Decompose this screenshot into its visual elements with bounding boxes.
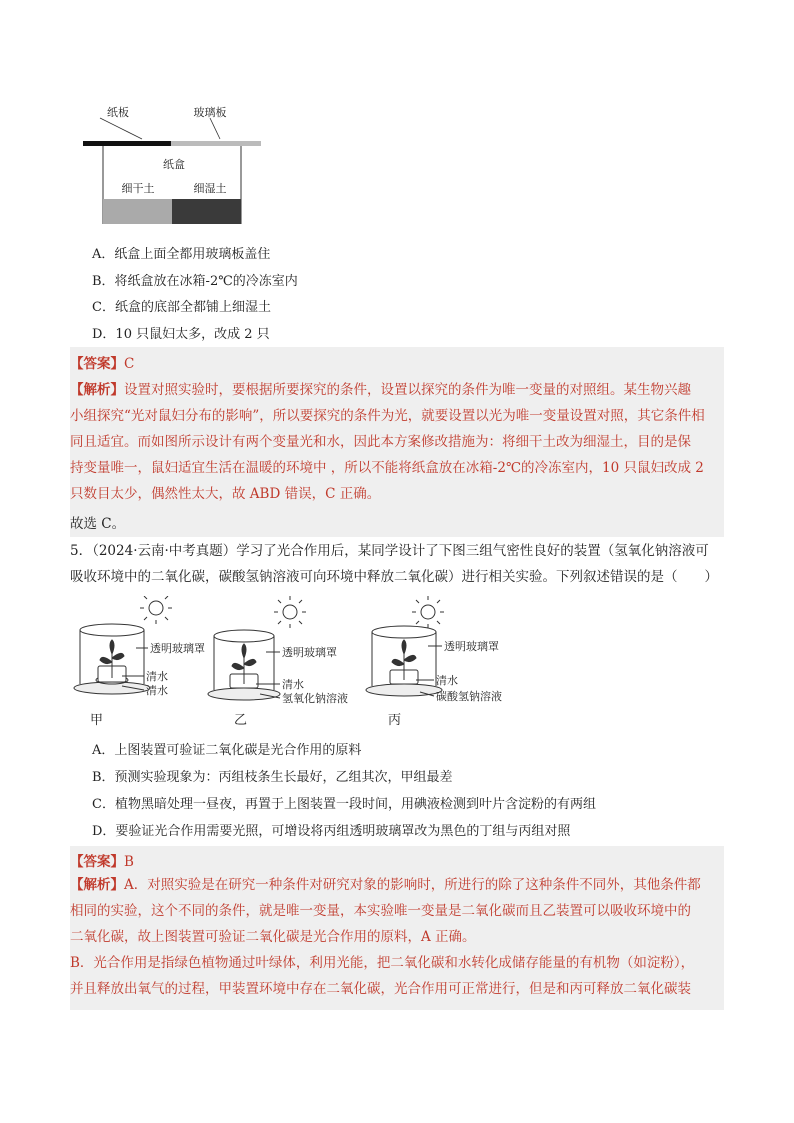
q4-answer: 【答案】C xyxy=(70,356,135,372)
sun-icon xyxy=(412,596,444,628)
group-label-yi: 乙 xyxy=(234,713,248,728)
dry-soil-block xyxy=(103,199,172,224)
wet-soil-block xyxy=(172,199,241,224)
label-water-jia-2: 清水 xyxy=(146,684,168,697)
photosynthesis-setup-diagram xyxy=(70,596,530,732)
q4-option-d: D．10 只鼠妇太多，改成 2 只 xyxy=(92,327,270,342)
label-water-yi: 清水 xyxy=(282,678,304,691)
glass-cover xyxy=(171,141,261,146)
bell-jar-yi xyxy=(208,630,280,700)
q5-option-b: B．预测实验现象为：丙组枝条生长最好，乙组其次，甲组最差 xyxy=(92,770,453,785)
label-box: 纸盒 xyxy=(163,158,185,171)
q4-option-a: A．纸盒上面全都用玻璃板盖住 xyxy=(92,247,271,262)
q4-option-b: B．将纸盒放在冰箱-2℃的冷冻室内 xyxy=(92,274,298,289)
sun-icon xyxy=(140,596,172,624)
label-glass-cover-bing: 透明玻璃罩 xyxy=(444,640,499,653)
label-glass-plate: 玻璃板 xyxy=(193,106,227,119)
q4-analysis-tag: 【解析】 xyxy=(70,382,124,398)
q4-analysis: 【解析】设置对照实验时，要根据所要探究的条件，设置以探究的条件为唯一变量的对照组。某生物兴趣 小组探究“光对鼠妇分布的影响”，所以要探究的条件为光，就要设置以光为唯一变量设置对照，其它条件相 同且适宜。而如图所示设计有两个变量光和水，因此本方案修改措施为：将细干土改为细湿土，目的是保 持变量唯一，鼠妇适宜生活在温暖的环境中 ，所以不能将纸盒放在冰箱-2℃的冷冻室内，10 只鼠妇改成 2 只数目太少，偶然性太大，故 ABD 错误，C 正确。 xyxy=(70,382,705,502)
q5-answer-block xyxy=(70,846,724,1010)
label-glass-cover-yi: 透明玻璃罩 xyxy=(282,646,337,659)
q5-stem: 5．（2024·云南·中考真题）学习了光合作用后，某同学设计了下图三组气密性良好的装置（氢氧化钠溶液可 吸收环境中的二氧化碳，碳酸氢钠溶液可向环境中释放二氧化碳）进行相关实验。下列叙述错误的是（ ） xyxy=(70,543,718,585)
label-cardboard: 纸板 xyxy=(107,106,129,119)
label-glass-cover-jia: 透明玻璃罩 xyxy=(150,642,205,655)
label-water-bing: 清水 xyxy=(436,674,458,687)
q4-option-c: C．纸盒的底部全都铺上细湿土 xyxy=(92,300,271,315)
cardboard-cover xyxy=(83,141,171,146)
q5-analysis: 【解析】A．对照实验是在研究一种条件对研究对象的影响时，所进行的除了这种条件不同外，其他条件都 相同的实验，这个不同的条件，就是唯一变量，本实验唯一变量是二氧化碳而且乙装置可以吸收环境中的 二氧化碳，故上图装置可验证二氧化碳是光合作用的原料，A 正确。 B．光合作用是指绿色植物通过叶绿体，利用光能，把二氧化碳和水转化成储存能量的有机物（如淀粉）， 并且释放出氧气的过程，甲装置环境中存在二氧化碳，光合作用可正常进行，但是和丙可释放二氧化碳装 xyxy=(70,877,701,997)
group-label-bing: 丙 xyxy=(388,713,402,728)
q5-option-d: D．要验证光合作用需要光照，可增设将丙组透明玻璃罩改为黑色的丁组与丙组对照 xyxy=(92,824,571,839)
label-water-jia-1: 清水 xyxy=(146,670,168,683)
q5-analysis-tag: 【解析】 xyxy=(70,877,124,893)
bell-jar-jia xyxy=(74,624,150,694)
group-label-jia: 甲 xyxy=(90,713,104,728)
q4-conclusion: 故选 C。 xyxy=(70,516,126,532)
q5-option-a: A．上图装置可验证二氧化碳是光合作用的原料 xyxy=(92,743,362,758)
q5-option-c: C．植物黑暗处理一昼夜，再置于上图装置一段时间，用碘液检测到叶片含淀粉的有两组 xyxy=(92,797,596,812)
label-naoh: 氢氧化钠溶液 xyxy=(282,692,348,705)
label-dry-soil: 细干土 xyxy=(121,182,155,195)
bell-jar-bing xyxy=(366,626,442,696)
q5-answer: 【答案】B xyxy=(70,854,134,870)
label-wet-soil: 细湿土 xyxy=(193,182,227,195)
q4-answer-block xyxy=(70,347,724,537)
label-nahco3: 碳酸氢钠溶液 xyxy=(436,690,502,703)
cardboard-box-diagram xyxy=(80,100,270,230)
sun-icon xyxy=(274,596,306,628)
